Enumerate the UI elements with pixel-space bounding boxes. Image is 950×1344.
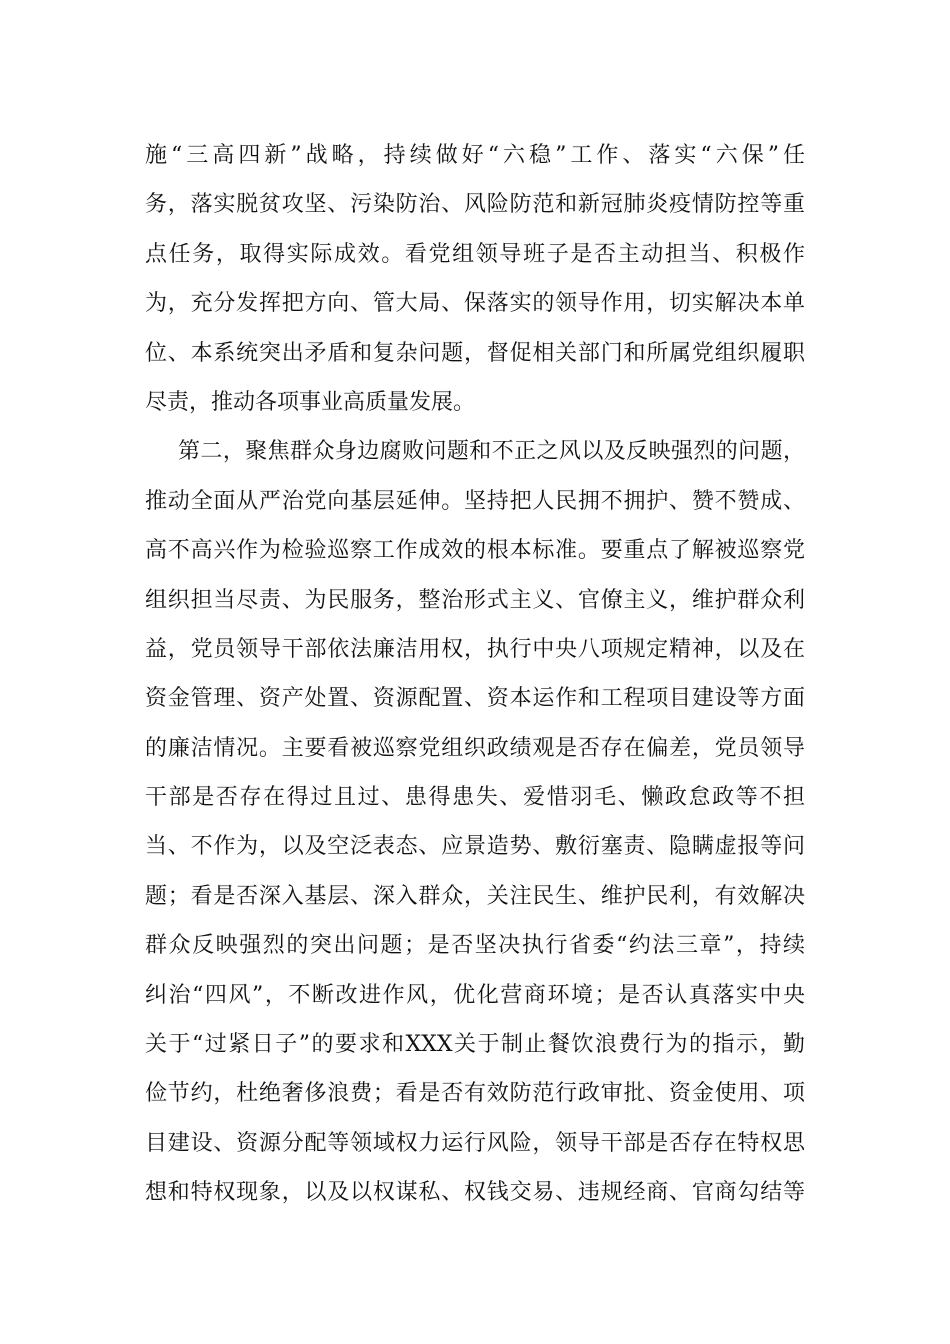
document-body — [145, 131, 805, 1218]
text-line: 当、不作为，以及空泛表态、应景造势、敷衍塞责、隐瞒虚报等问 — [145, 834, 805, 860]
text-line: 目建设、资源分配等领域权力运行风险，领导干部是否存在特权思 — [145, 1130, 805, 1156]
text-line: 题；看是否深入基层、深入群众，关注民生、维护民利，有效解决 — [145, 883, 805, 909]
text-line: 关于“过紧日子”的要求和XXX关于制止餐饮浪费行为的指示，勤 — [145, 1032, 805, 1058]
text-line: 纠治“四风”，不断改进作风，优化营商环境；是否认真落实中央 — [145, 982, 805, 1008]
text-line: 为，充分发挥把方向、管大局、保落实的领导作用，切实解决本单 — [145, 291, 805, 317]
text-line: 点任务，取得实际成效。看党组领导班子是否主动担当、积极作 — [145, 241, 805, 267]
text-line: 的廉洁情况。主要看被巡察党组织政绩观是否存在偏差，党员领导 — [145, 735, 805, 761]
text-line: 干部是否存在得过且过、患得患失、爱惜羽毛、懒政怠政等不担 — [145, 785, 805, 811]
text-line: 高不高兴作为检验巡察工作成效的根本标准。要重点了解被巡察党 — [145, 538, 805, 564]
text-line: 尽责，推动各项事业高质量发展。 — [145, 389, 476, 415]
text-line: 益，党员领导干部依法廉洁用权，执行中央八项规定精神，以及在 — [145, 636, 805, 662]
text-line: 位、本系统突出矛盾和复杂问题，督促相关部门和所属党组织履职 — [145, 340, 805, 366]
text-line: 施“三高四新”战略，持续做好“六稳”工作、落实“六保”任 — [145, 143, 805, 168]
text-line: 务，落实脱贫攻坚、污染防治、风险防范和新冠肺炎疫情防控等重 — [145, 192, 805, 218]
text-line: 俭节约，杜绝奢侈浪费；看是否有效防范行政审批、资金使用、项 — [145, 1081, 805, 1107]
text-line: 想和特权现象，以及以权谋私、权钱交易、违规经商、官商勾结等 — [145, 1180, 805, 1206]
text-line: 群众反映强烈的突出问题；是否坚决执行省委“约法三章”，持续 — [145, 933, 805, 959]
text-line: 推动全面从严治党向基层延伸。坚持把人民拥不拥护、赞不赞成、 — [145, 488, 805, 514]
text-line: 资金管理、资产处置、资源配置、资本运作和工程项目建设等方面 — [145, 686, 805, 712]
text-line: 组织担当尽责、为民服务，整治形式主义、官僚主义，维护群众利 — [145, 587, 805, 613]
paragraph-first-line: 第二，聚焦群众身边腐败问题和不正之风以及反映强烈的问题， — [178, 439, 805, 465]
